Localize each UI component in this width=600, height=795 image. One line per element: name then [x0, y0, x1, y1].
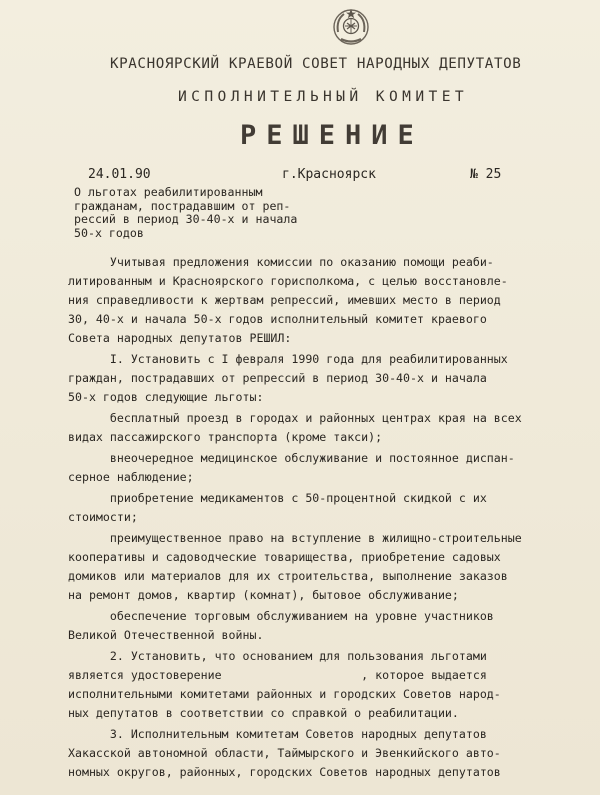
decision-number: № 25	[470, 167, 502, 182]
body-line: видах пассажирского транспорта (кроме такси);	[68, 430, 383, 444]
body-line: преимущественное право на вступление в жилищно-строительные	[68, 531, 522, 545]
body-line: исполнительными комитетами районных и городских Советов народ-	[68, 687, 501, 701]
soviet-coat-of-arms-icon	[330, 6, 372, 48]
body-line: 50-х годов следующие льготы:	[68, 390, 264, 404]
body-line: бесплатный проезд в городах и районных центрах края на всех	[68, 411, 522, 425]
body-line: приобретение медикаментов с 50-процентной скидкой с их	[68, 491, 487, 505]
body-line: Совета народных депутатов РЕШИЛ:	[68, 331, 292, 345]
body-line: домиков или материалов для их строительства, выполнение заказов	[68, 569, 508, 583]
body-line: I. Установить с I февраля 1990 года для реабилитированных	[68, 352, 508, 366]
body-line: обеспечение торговым обслуживанием на уровне участников	[68, 609, 494, 623]
subject-line: гражданам, пострадавшим от реп-	[74, 198, 291, 213]
body-line: 3. Исполнительным комитетам Советов народных депутатов	[68, 727, 487, 741]
body-line: ных депутатов в соответствии со справкой о реабилитации.	[68, 706, 459, 720]
body-line: является удостоверение , которое выдается	[68, 668, 487, 682]
body-line: стоимости;	[68, 510, 138, 524]
subject-line: рессий в период 30-40-х и начала	[74, 212, 298, 226]
body-line: внеочередное медицинское обслуживание и постоянное диспан-	[68, 451, 515, 465]
decision-date: 24.01.90	[88, 167, 151, 182]
body-line: Хакасской автономной области, Таймырского и Эвенкийского авто-	[68, 746, 501, 760]
body-line: номных округов, районных, городских Советов народных депутатов	[68, 765, 501, 779]
decision-city: г.Красноярск	[282, 167, 376, 182]
body-line: Учитывая предложения комиссии по оказанию помощи реаби-	[68, 255, 494, 269]
body-line: 2. Установить, что основанием для пользования льготами	[68, 649, 487, 663]
subject-line: 50-х годов	[74, 225, 144, 240]
body-line: на ремонт домов, квартир (комнат), бытовое обслуживание;	[68, 588, 459, 602]
body-line: серное наблюдение;	[68, 470, 194, 484]
decision-title: РЕШЕНИЕ	[240, 120, 424, 151]
executive-committee-title: ИСПОЛНИТЕЛЬНЫЙ КОМИТЕТ	[178, 88, 469, 105]
body-line: ния справедливости к жертвам репрессий, имевших место в период	[68, 293, 501, 307]
decision-subject	[74, 186, 297, 240]
body-line: литированным и Красноярского горисполкома, с целью восстановле-	[68, 274, 508, 288]
body-line: Великой Отечественной войны.	[68, 628, 264, 642]
subject-line: О льготах реабилитированным	[74, 185, 263, 199]
body-line: граждан, пострадавших от репрессий в период 30-40-х и начала	[68, 371, 487, 385]
body-line: 30, 40-х и начала 50-х годов исполнительный комитет краевого	[68, 312, 487, 326]
body-line: кооперативы и садоводческие товарищества, приобретение садовых	[68, 550, 501, 564]
council-title: КРАСНОЯРСКИЙ КРАЕВОЙ СОВЕТ НАРОДНЫХ ДЕПУТАТОВ	[110, 56, 522, 72]
